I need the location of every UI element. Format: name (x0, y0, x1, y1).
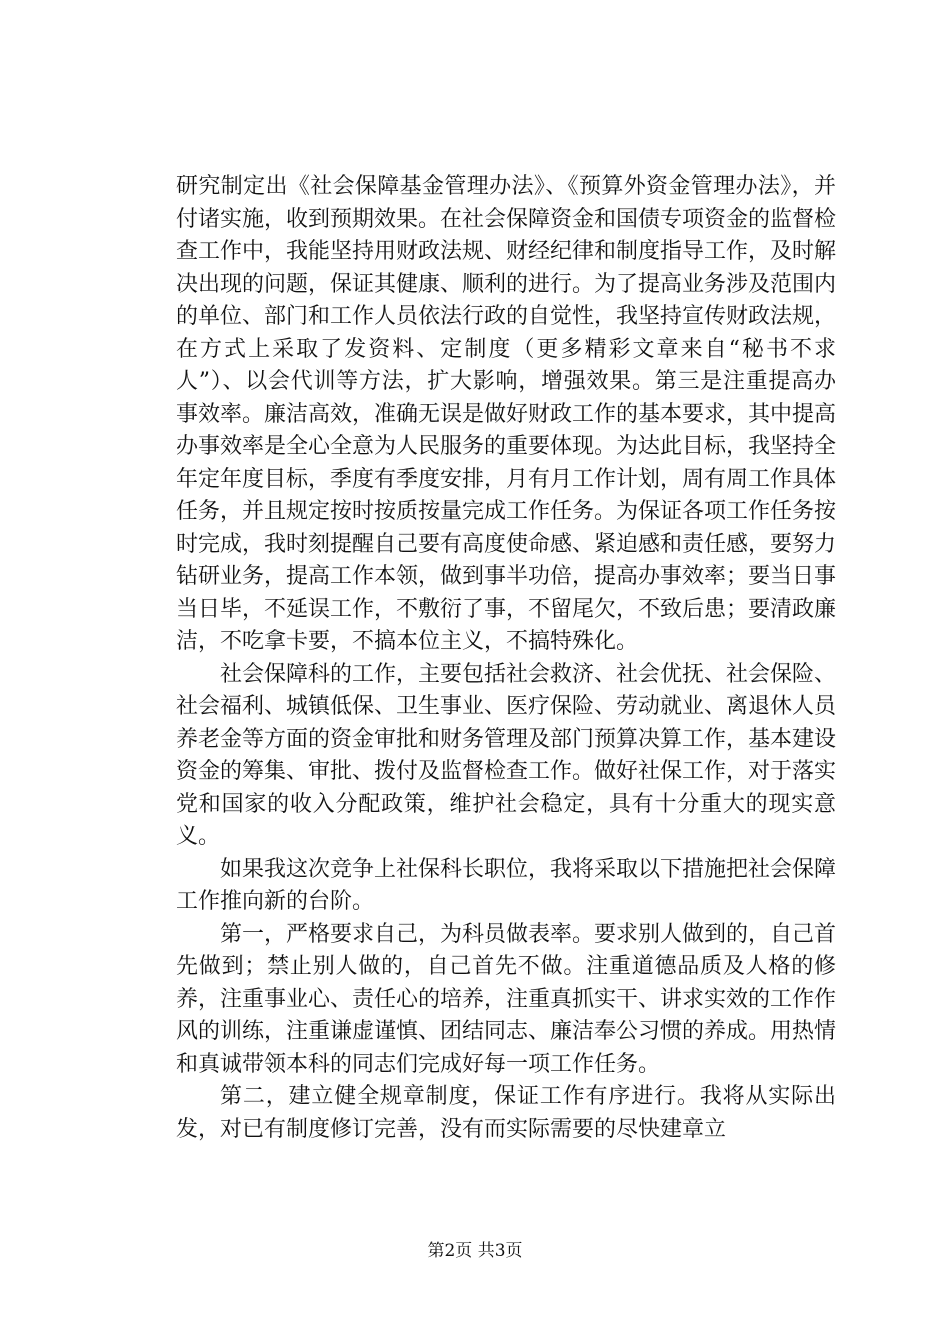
paragraph-measure-two: 第二，建立健全规章制度，保证工作有序进行。我将从实际出发，对已有制度修订完善，没有而实际需要的尽快建章立 (176, 1084, 836, 1142)
paragraph-social-security-scope: 社会保障科的工作，主要包括社会救济、社会优抚、社会保险、社会福利、城镇低保、卫生事业、医疗保险、劳动就业、离退休人员养老金等方面的资金审批和财务管理及部门预算决算工作，基本建设资金的筹集、审批、拨付及监督检查工作。做好社保工作，对于落实党和国家的收入分配政策，维护社会稳定，具有十分重大的现实意义。 (176, 661, 837, 849)
page-number-footer: 第2页 共3页 (427, 1241, 523, 1261)
paragraph-measure-one: 第一，严格要求自己，为科员做表率。要求别人做到的，自己首先做到；禁止别人做的，自己首先不做。注重道德品质及人格的修养，注重事业心、责任心的培养，注重真抓实干、讲求实效的工作作风的训练，注重谦虚谨慎、团结同志、廉洁奉公习惯的养成。用热情和真诚带领本科的同志们完成好每一项工作任务。 (176, 921, 837, 1077)
document-body (176, 171, 836, 1146)
paragraph-measures-intro: 如果我这次竞争上社保科长职位，我将采取以下措施把社会保障工作推向新的台阶。 (176, 856, 837, 914)
paragraph-continuation: 研究制定出《社会保障基金管理办法》、《预算外资金管理办法》，并付诸实施，收到预期效果。在社会保障资金和国债专项资金的监督检查工作中，我能坚持用财政法规、财经纪律和制度指导工作，及时解决出现的问题，保证其健康、顺利的进行。为了提高业务涉及范围内的单位、部门和工作人员依法行政的自觉性，我坚持宣传财政法规，在方式上采取了发资料、定制度（更多精彩文章来自“秘书不求人”）、以会代训等方法，扩大影响，增强效果。第三是注重提高办事效率。廉洁高效，准确无误是做好财政工作的基本要求，其中提高办事效率是全心全意为人民服务的重要体现。为达此目标，我坚持全年定年度目标，季度有季度安排，月有月工作计划，周有周工作具体任务，并且规定按时按质按量完成工作任务。为保证各项工作任务按时完成，我时刻提醒自己要有高度使命感、紧迫感和责任感，要努力钻研业务，提高工作本领，做到事半功倍，提高办事效率；要当日事当日毕，不延误工作，不敷衍了事，不留尾欠，不致后患；要清政廉洁，不吃拿卡要，不搞本位主义，不搞特殊化。 (176, 174, 837, 654)
